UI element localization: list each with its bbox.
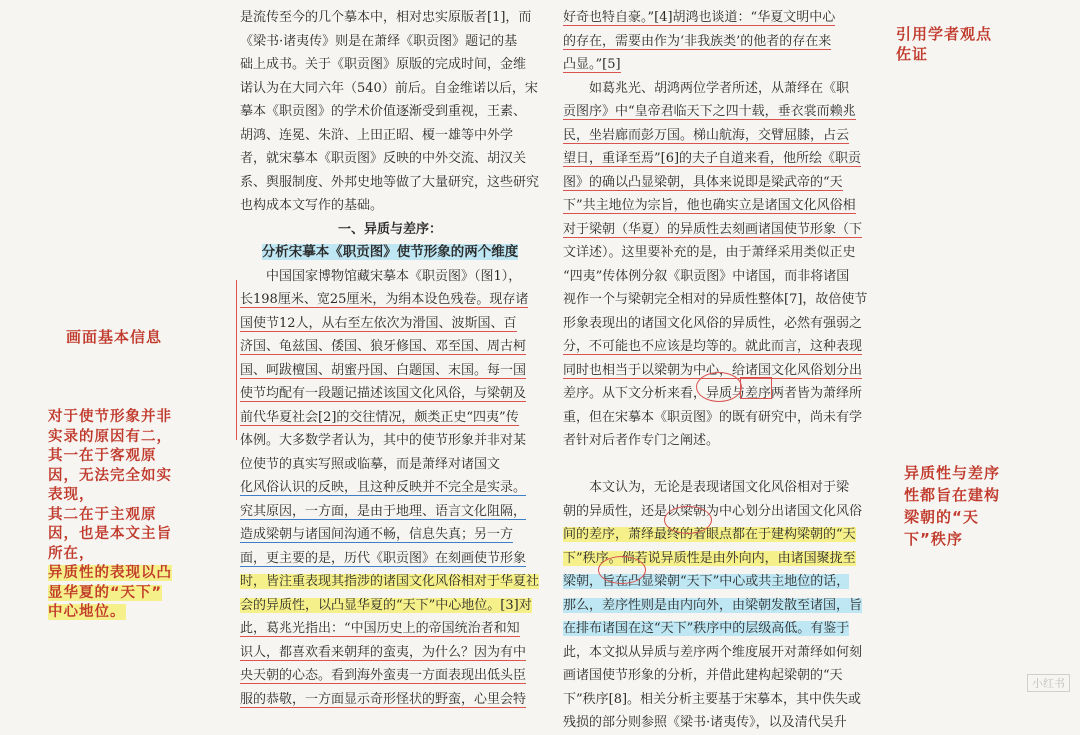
left-line-text: 面，更主要的是，历代《职贡图》在刻画使节形象 — [240, 550, 527, 566]
left-text-line — [240, 124, 540, 148]
left-line-text: 长198厘米、宽25厘米，为绢本设色残卷。现存诸 — [240, 292, 529, 307]
left-line-text: 造成梁朝与诸国间沟通不畅，信息失真；另一方 — [240, 527, 514, 542]
annotation-line: 所在， — [48, 545, 95, 562]
left-text-line — [240, 500, 540, 524]
annotation-line: 引用学者观点 — [896, 25, 993, 43]
left-line-text: 位使节的真实写照或临摹，而是萧绎对诸国文 — [240, 456, 501, 472]
right-text-line — [563, 617, 863, 641]
left-line-text: 胡鸿、连冕、朱浒、上田正昭、榎一雄等中外学 — [240, 127, 514, 143]
right-text-line — [563, 30, 863, 54]
left-text-line — [240, 335, 540, 359]
left-text-line — [240, 594, 540, 618]
annotation-line: 佐证 — [896, 45, 929, 63]
right-text-line — [563, 711, 863, 735]
left-text-line — [240, 241, 540, 265]
left-line-text: 识人，都喜欢看来朝拜的蛮夷，为什么？因为有中 — [240, 644, 527, 660]
annotation-line: 其二在于主观原 — [48, 506, 157, 523]
left-text-line — [240, 359, 540, 383]
right-line-text: 此，本文拟从异质与差序两个维度展开对萧绎如何刻 — [563, 644, 863, 660]
left-text-line — [240, 570, 540, 594]
right-text-line — [563, 406, 863, 430]
left-text-line — [240, 288, 540, 312]
right-text-line — [563, 53, 863, 77]
right-line-text: 的存在，需要由作为‘非我族类’的他者的存在来 — [563, 33, 832, 49]
left-text-line — [240, 453, 540, 477]
annotation-highlight-line: 中心地位。 — [48, 604, 126, 620]
annotation-line: 下”秩序 — [904, 530, 963, 548]
annotation-line: 对于使节形象并非 — [48, 409, 172, 425]
annotation-left-low — [48, 408, 208, 623]
annotation-highlight-line: 显华夏的“天下” — [48, 584, 163, 601]
left-text-line — [240, 30, 540, 54]
left-line-text: 化风俗认识的反映，且这种反映并不完全是实录。 — [240, 480, 527, 495]
right-line-text: 下”秩序[8]。相关分析主要基于宋摹本，其中佚失或 — [563, 691, 862, 707]
left-text-line — [240, 406, 540, 430]
right-text-line — [563, 453, 863, 477]
left-line-text: 央天朝的心态。看到海外蛮夷一方面表现出低头臣 — [240, 668, 527, 683]
left-text-line — [240, 664, 540, 688]
left-line-text: 体例。大多数学者认为，其中的使节形象并非对某 — [240, 433, 527, 448]
left-line-text: 时，皆注重表现其指涉的诸国文化风俗相对于华夏社 — [240, 574, 540, 589]
right-text-line — [563, 594, 863, 618]
watermark: 小红书 — [1027, 674, 1070, 692]
annotation-line: 异质性与差序 — [904, 464, 1001, 482]
right-line-text: 本文认为，无论是表现诸国文化风俗相对于梁 — [589, 480, 850, 495]
annotation-highlight-line: 异质性的表现以凸 — [48, 565, 172, 581]
right-line-text: 画诸国使节形象的分析，并借此建构起梁朝的“天 — [563, 668, 843, 683]
left-text-line — [240, 171, 540, 195]
right-text-line — [563, 429, 863, 453]
right-line-text: 视作一个与梁朝完全相对的异质性整体[7]，故倍使节 — [563, 292, 868, 307]
right-text-line — [563, 476, 863, 500]
right-text-line — [563, 147, 863, 171]
right-line-text: 如葛兆光、胡鸿两位学者所述，从萧绎在《职 — [589, 80, 850, 96]
left-line-text: 摹本《职贡图》的学术价值逐渐受到重视，王素、 — [240, 104, 527, 119]
left-line-text: 服的恭敬，一方面显示奇形怪状的野蛮，心里会特 — [240, 691, 527, 707]
right-text-line — [563, 335, 863, 359]
right-line-text: 间的差序，萧绎最终的着眼点都在于建构梁朝的“天 — [563, 527, 856, 542]
left-text-line — [240, 218, 540, 242]
left-text-line — [240, 547, 540, 571]
right-line-text: 好奇也特自豪。”[4]胡鸿也谈道：“华夏文明中心 — [563, 10, 836, 25]
right-line-text: 残损的部分则参照《梁书·诸夷传》，以及清代吴升 — [563, 715, 847, 730]
right-line-text: 朝的异质性，还是以梁朝为中心划分出诸国文化风俗 — [563, 503, 863, 519]
left-line-text: 会的异质性，以凸显华夏的“天下”中心地位。[3]对 — [240, 597, 532, 613]
right-line-text: 贡图序》中“皇帝君临天下之四十载，垂衣裳而赖兆 — [563, 104, 856, 119]
left-line-text: 也构成本文写作的基础。 — [240, 198, 384, 213]
left-text-line — [240, 77, 540, 101]
right-text-line — [563, 100, 863, 124]
left-line-text: 中国国家博物馆藏宋摹本《职贡图》（图1）， — [266, 268, 522, 284]
left-line-text: 分析宋摹本《职贡图》使节形象的两个维度 — [261, 244, 519, 260]
right-line-text: 者针对后者作专门之阐述。 — [563, 433, 720, 448]
right-text-line — [563, 265, 863, 289]
right-text-line — [563, 218, 863, 242]
left-text-line — [240, 147, 540, 171]
right-line-text: 重，但在宋摹本《职贡图》的既有研究中，尚未有学 — [563, 409, 863, 425]
left-text-line — [240, 523, 540, 547]
left-line-text: 一、异质与差序： — [337, 221, 442, 237]
left-line-text: 国使节12人，从右至左依次为滑国、波斯国、百 — [240, 315, 517, 331]
left-text-line — [240, 265, 540, 289]
left-line-text: 国、呵跋檀国、胡蜜丹国、白题国、末国。每一国 — [240, 362, 527, 378]
annotation-circle — [598, 556, 646, 584]
right-line-text: 民，坐岩廊而彭万国。梯山航海，交臂屈膝，占云 — [563, 127, 850, 143]
right-text-line — [563, 688, 863, 712]
right-line-text: 分，不可能也不应该是均等的。就此而言，这种表现 — [563, 339, 863, 354]
right-text-line — [563, 641, 863, 665]
annotation-right-low — [904, 462, 1000, 550]
left-line-text: 前代华夏社会[2]的交往情况，颇类正史“四夷”传 — [240, 409, 519, 425]
left-line-text: 《梁书·诸夷传》则是在萧绎《职贡图》题记的基 — [240, 33, 518, 49]
annotation-line: 实录的原因有二， — [48, 428, 172, 445]
right-text-line — [563, 288, 868, 312]
annotation-left-mid — [66, 327, 162, 347]
right-line-text: 形象表现出的诸国文化风俗的异质性，必然有强弱之 — [563, 315, 863, 331]
right-text-line — [563, 171, 863, 195]
left-line-text: 诺认为在大同六年（540）前后。自金维诺以后，宋 — [240, 80, 538, 96]
annotation-circle — [696, 372, 742, 402]
left-text-line — [240, 476, 540, 500]
left-text-line — [240, 53, 540, 77]
annotation-circle — [664, 506, 712, 534]
right-text-line — [563, 6, 863, 30]
annotation-line: 其一在于客观原 — [48, 448, 157, 464]
left-text-column — [240, 6, 540, 711]
left-line-text: 者，就宋摹本《职贡图》反映的中外交流、胡汉关 — [240, 151, 527, 166]
right-line-text: 下”秩序。倘若说异质性是由外向内，由诸国聚拢至 — [563, 550, 856, 566]
left-line-text: 础上成书。关于《职贡图》原版的完成时间，金维 — [240, 57, 527, 72]
right-line-text: “四夷”传体例分叙《职贡图》中诸国，而非将诸国 — [563, 268, 850, 284]
annotation-top-right — [896, 24, 992, 64]
left-text-line — [240, 194, 540, 218]
left-text-line — [240, 6, 540, 30]
left-text-line — [240, 429, 540, 453]
left-line-text: 是流传至今的几个摹本中，相对忠实原版者[1]，而 — [240, 10, 532, 25]
right-line-text: 在排布诸国在这“天下”秩序中的层级高低。有鉴于 — [563, 621, 850, 636]
annotation-box — [740, 377, 772, 399]
left-line-text: 系、舆服制度、外邦史地等做了大量研究，这些研究 — [240, 174, 540, 190]
annotation-line: 因，无法完全如实 — [48, 467, 172, 484]
right-text-line — [563, 124, 863, 148]
right-line-text: 那么，差序性则是由内向外，由梁朝发散至诸国，旨 — [563, 597, 863, 613]
annotation-line: 因，也是本文主旨 — [48, 526, 172, 542]
left-text-line — [240, 688, 540, 712]
right-text-line — [563, 523, 863, 547]
right-line-text: 下”共主地位为宗旨，他也确实立是诸国文化风俗相 — [563, 198, 856, 213]
right-text-line — [563, 664, 863, 688]
right-line-text: 凸显。”[5] — [563, 57, 621, 72]
left-text-line — [240, 641, 540, 665]
right-text-line — [563, 194, 863, 218]
left-text-line — [240, 100, 540, 124]
annotation-line: 梁朝的“天 — [904, 508, 979, 526]
right-text-line — [563, 312, 863, 336]
left-text-line — [240, 312, 540, 336]
annotation-line: 画面基本信息 — [66, 328, 163, 346]
right-line-text: 对于梁朝（华夏）的异质性去刻画诸国使节形象（下 — [563, 221, 863, 237]
right-text-column — [563, 6, 868, 735]
right-line-text: 同时也相当于以梁朝为中心，给诸国文化风俗划分出 — [563, 362, 863, 378]
left-text-line — [240, 382, 540, 406]
left-line-text: 究其原因，一方面，是由于地理、语言文化阻隔， — [240, 503, 527, 519]
left-text-line — [240, 617, 540, 641]
right-line-text: 差序。从下文分析来看，异质与差序两者皆为萧绎所 — [563, 386, 863, 401]
right-text-line — [563, 500, 863, 524]
left-line-text: 济国、龟兹国、倭国、狼牙修国、邓至国、周古柯 — [240, 339, 527, 354]
right-line-text: 图》的确以凸显梁朝，具体来说即是梁武帝的“天 — [563, 174, 843, 190]
right-text-line — [563, 77, 863, 101]
right-text-line — [563, 241, 863, 265]
annotation-bracket — [236, 280, 237, 440]
right-line-text: 望日，重译至焉”[6]的夫子自道来看，他所绘《职贡 — [563, 151, 862, 166]
right-line-text: 文详述）。这里要补充的是，由于萧绎采用类似正史 — [563, 245, 856, 260]
left-line-text: 使节均配有一段题记描述该国文化风俗，与梁朝及 — [240, 386, 527, 401]
annotation-line: 表现， — [48, 487, 95, 503]
annotation-line: 性都旨在建构 — [904, 486, 1001, 504]
left-line-text: 此，葛兆光指出：“中国历史上的帝国统治者和知 — [240, 621, 520, 636]
right-line-text: 梁朝，旨在凸显梁朝“天下”中心或共主地位的话， — [563, 574, 850, 589]
